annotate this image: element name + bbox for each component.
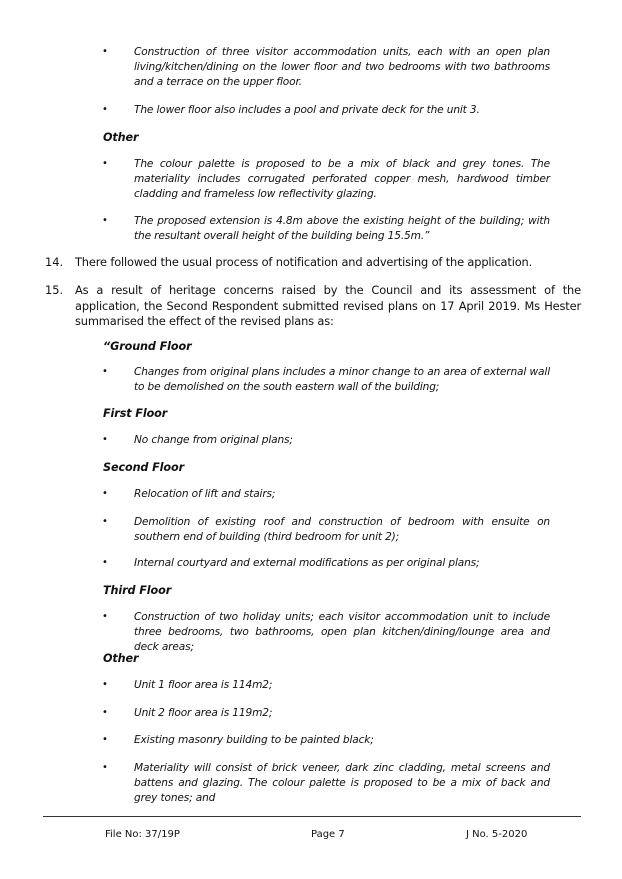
bullet-item: The colour palette is proposed to be a mix of black and grey tones. The materiality includes corrugated perforated copper mesh, hardwood timber cladding and frameless low reflectivity glazing. bbox=[134, 158, 550, 200]
bullet-marker: • bbox=[102, 434, 108, 445]
bullet-item: Construction of two holiday units; each visitor accommodation unit to include three bedrooms, two bathrooms, open plan kitchen/dining/lounge area and deck areas; bbox=[134, 611, 550, 653]
heading-other: Other bbox=[103, 131, 139, 144]
bullet-marker: • bbox=[102, 679, 108, 690]
bullet-marker: • bbox=[102, 707, 108, 718]
bullet-item: Demolition of existing roof and construction of bedroom with ensuite on southern end of building (third bedroom for unit 2); bbox=[134, 516, 550, 543]
bullet-marker: • bbox=[102, 104, 108, 115]
heading-third-floor: Third Floor bbox=[103, 584, 172, 597]
footer-page-number: Page 7 bbox=[311, 829, 345, 840]
bullet-item: Unit 1 floor area is 114m2; bbox=[134, 679, 273, 691]
bullet-item: Existing masonry building to be painted black; bbox=[134, 734, 374, 746]
footer-rule bbox=[43, 816, 581, 817]
bullet-item: Relocation of lift and stairs; bbox=[134, 488, 276, 500]
heading-other: Other bbox=[103, 652, 139, 665]
bullet-item: No change from original plans; bbox=[134, 434, 293, 446]
paragraph-text: As a result of heritage concerns raised by the Council and its assessment of the application, the Second Respondent submitted revised plans on 17 April 2019. Ms Hester summarised the effect of the revised plans as: bbox=[75, 283, 581, 329]
footer-file-no: File No: 37/19P bbox=[105, 829, 180, 840]
bullet-marker: • bbox=[102, 516, 108, 527]
bullet-item: The proposed extension is 4.8m above the existing height of the building; with the resultant overall height of the building being 15.5m.” bbox=[134, 215, 550, 242]
bullet-item: Changes from original plans includes a minor change to an area of external wall to be demolished on the south eastern wall of the building; bbox=[134, 366, 550, 393]
bullet-marker: • bbox=[102, 734, 108, 745]
bullet-marker: • bbox=[102, 557, 108, 568]
bullet-marker: • bbox=[102, 366, 108, 377]
bullet-marker: • bbox=[102, 762, 108, 773]
bullet-item: Unit 2 floor area is 119m2; bbox=[134, 707, 273, 719]
paragraph-number: 15. bbox=[45, 283, 64, 297]
bullet-marker: • bbox=[102, 611, 108, 622]
footer-j-no: J No. 5-2020 bbox=[466, 829, 528, 840]
heading-first-floor: First Floor bbox=[103, 407, 168, 420]
bullet-item: Materiality will consist of brick veneer, dark zinc cladding, metal screens and battens and glazing. The colour palette is proposed to be a mix of back and grey tones; and bbox=[134, 762, 550, 804]
bullet-marker: • bbox=[102, 215, 108, 226]
bullet-item: The lower floor also includes a pool and private deck for the unit 3. bbox=[134, 104, 480, 116]
paragraph-number: 14. bbox=[45, 255, 64, 269]
bullet-marker: • bbox=[102, 46, 108, 57]
paragraph-text: There followed the usual process of notification and advertising of the application. bbox=[75, 255, 533, 269]
bullet-item: Internal courtyard and external modifications as per original plans; bbox=[134, 557, 480, 569]
bullet-marker: • bbox=[102, 158, 108, 169]
heading-second-floor: Second Floor bbox=[103, 461, 184, 474]
bullet-item: Construction of three visitor accommodation units, each with an open plan living/kitchen/dining on the lower floor and two bedrooms with two bathrooms and a terrace on the upper floor. bbox=[134, 46, 550, 88]
bullet-marker: • bbox=[102, 488, 108, 499]
heading-ground-floor: “Ground Floor bbox=[103, 340, 192, 353]
